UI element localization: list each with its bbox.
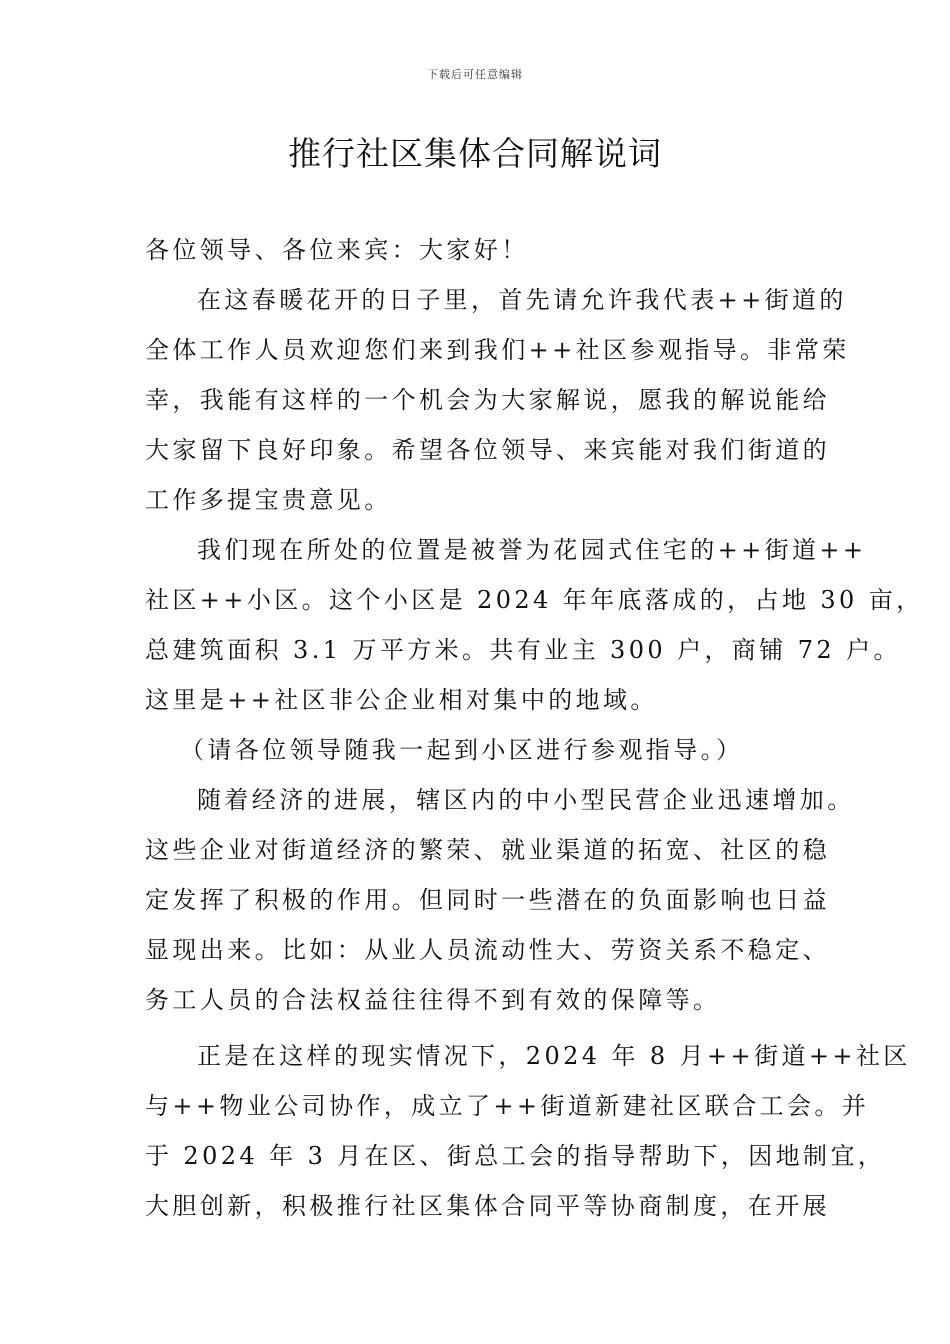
paragraph-line: （请各位领导随我一起到小区进行参观指导。） <box>180 736 744 764</box>
document-title: 推行社区集体合同解说词 <box>288 134 662 173</box>
paragraph-line: 总建筑面积 3.1 万平方米。共有业主 300 户，商铺 72 户。 <box>145 636 901 664</box>
paragraph-line: 工作多提宝贵意见。 <box>145 486 392 514</box>
greeting-line: 各位领导、各位来宾：大家好！ <box>145 236 529 264</box>
paragraph-line: 全体工作人员欢迎您们来到我们++社区参观指导。非常荣 <box>145 336 850 364</box>
paragraph-line: 正是在这样的现实情况下，2024 年 8 月++街道++社区 <box>197 1042 911 1070</box>
paragraph-line: 幸，我能有这样的一个机会为大家解说，愿我的解说能给 <box>145 386 830 414</box>
paragraph-line: 显现出来。比如：从业人员流动性大、劳资关系不稳定、 <box>145 936 830 964</box>
paragraph-line: 在这春暖花开的日子里，首先请允许我代表++街道的 <box>197 286 847 314</box>
paragraph-line: 与++物业公司协作，成立了++街道新建社区联合工会。并 <box>145 1092 870 1120</box>
paragraph-line: 随着经济的进展，辖区内的中小型民营企业迅速增加。 <box>197 786 855 814</box>
paragraph-line: 这些企业对街道经济的繁荣、就业渠道的拓宽、社区的稳 <box>145 836 830 864</box>
paragraph-line: 大胆创新，积极推行社区集体合同平等协商制度，在开展 <box>145 1192 830 1220</box>
paragraph-line: 这里是++社区非公企业相对集中的地域。 <box>145 686 658 714</box>
paragraph-line: 我们现在所处的位置是被誉为花园式住宅的++街道++ <box>197 536 867 564</box>
paragraph-line: 于 2024 年 3 月在区、街总工会的指导帮助下，因地制宜， <box>145 1142 886 1170</box>
paragraph-line: 大家留下良好印象。希望各位领导、来宾能对我们街道的 <box>145 436 830 464</box>
paragraph-line: 定发挥了积极的作用。但同时一些潜在的负面影响也日益 <box>145 886 830 914</box>
document-body <box>145 225 924 1231</box>
header-note: 下载后可任意编辑 <box>427 68 523 81</box>
paragraph-line: 务工人员的合法权益往往得不到有效的保障等。 <box>145 986 721 1014</box>
paragraph-line: 社区++小区。这个小区是 2024 年年底落成的，占地 30 亩， <box>145 586 924 614</box>
